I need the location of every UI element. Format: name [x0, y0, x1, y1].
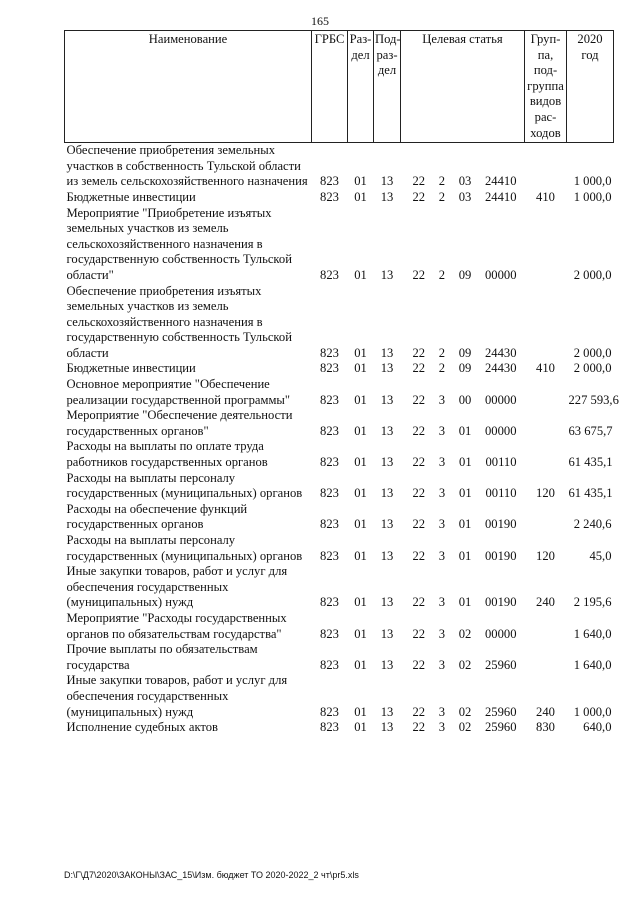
row-target: [401, 377, 525, 408]
row-podrazdel: 13: [380, 174, 394, 189]
row-razdel: 01: [354, 595, 367, 610]
row-vr: [525, 642, 567, 673]
target-subprogram: 3: [438, 517, 446, 532]
row-name: Расходы на выплаты персоналу государственных (муниципальных) органов: [66, 533, 303, 563]
row-target: [401, 143, 525, 190]
table-row: [65, 564, 614, 611]
target-program: 22: [412, 720, 426, 735]
table-row: [65, 673, 614, 720]
row-podrazdel: 13: [380, 548, 394, 563]
row-podrazdel: 13: [380, 267, 394, 282]
row-vr: [525, 439, 567, 470]
row-razdel: 01: [354, 704, 367, 719]
table-body: [65, 143, 619, 736]
header-year: 2020 год: [567, 31, 614, 143]
header-razdel: [348, 31, 374, 143]
row-grbs: 823: [320, 548, 339, 563]
row-grbs: 823: [320, 455, 339, 470]
row-target: [401, 408, 525, 439]
row-sum: 2 000,0: [573, 267, 612, 282]
table-row: [65, 471, 614, 502]
target-event: 01: [458, 517, 472, 532]
header-podrazdel: [374, 31, 401, 143]
table-row: [65, 720, 614, 736]
target-event: 09: [458, 345, 472, 360]
row-name: Расходы на выплаты персоналу государственных (муниципальных) органов: [66, 470, 303, 501]
target-subprogram: 3: [438, 392, 446, 407]
row-name: Расходы на выплаты по оплате труда работников государственных органов: [66, 439, 268, 470]
row-sum: 227 593,6: [568, 392, 619, 407]
row-name: Исполнение судебных актов: [66, 720, 218, 735]
target-subprogram: 3: [438, 486, 446, 501]
target-subprogram: 3: [438, 704, 446, 719]
target-direction: 00000: [485, 392, 517, 407]
table-row: [65, 408, 614, 439]
target-program: 22: [412, 486, 426, 501]
target-subprogram: 3: [438, 548, 446, 563]
row-vr: [525, 502, 567, 533]
table-row: [65, 502, 614, 533]
row-name: Обеспечение приобретения земельных участков в собственность Тульской области из земель сельскохозяйственного назначения: [66, 143, 308, 189]
header-line: раз-: [376, 47, 398, 62]
row-vr: [525, 284, 567, 362]
table-row: [65, 642, 614, 673]
row-razdel: 01: [354, 189, 367, 204]
budget-table: [64, 30, 619, 736]
row-grbs: 823: [320, 720, 339, 735]
row-razdel: 01: [354, 455, 367, 470]
target-direction: 00000: [485, 626, 517, 641]
row-podrazdel: 13: [380, 392, 394, 407]
target-program: 22: [412, 174, 426, 189]
row-target: [401, 439, 525, 470]
row-razdel: 01: [354, 174, 367, 189]
row-vr: [525, 206, 567, 284]
target-direction: 24430: [485, 361, 517, 376]
target-event: 02: [458, 657, 472, 672]
target-event: 01: [459, 486, 472, 501]
header-line: видов: [529, 94, 562, 109]
target-event: 00: [458, 392, 472, 407]
table-row: [65, 611, 614, 642]
target-subprogram: 3: [438, 595, 446, 610]
target-program: 22: [412, 626, 426, 641]
row-grbs: 823: [320, 517, 339, 532]
target-event: 09: [458, 361, 472, 376]
target-event: 03: [458, 174, 472, 189]
target-subprogram: 2: [438, 174, 446, 189]
row-name: Бюджетные инвестиции: [66, 361, 196, 376]
target-event: 03: [458, 189, 472, 204]
row-sum: 61 435,1: [568, 455, 613, 470]
row-sum: 63 675,7: [568, 423, 613, 438]
target-event: 01: [459, 455, 472, 470]
header-line: под-: [533, 63, 558, 78]
row-podrazdel: 13: [380, 455, 394, 470]
row-target: [401, 642, 525, 673]
row-target: [401, 533, 525, 564]
table-row: [65, 190, 614, 206]
target-program: 22: [412, 361, 426, 376]
row-sum: 1 000,0: [573, 189, 612, 204]
row-vr: [525, 377, 567, 408]
row-podrazdel: 13: [380, 626, 394, 641]
row-vr: 410: [536, 361, 555, 376]
row-name: Иные закупки товаров, работ и услуг для обеспечения государственных (муниципальных) нужд: [66, 673, 288, 719]
target-direction: 00000: [485, 267, 517, 282]
target-direction: 00190: [485, 595, 517, 610]
row-target: [401, 564, 525, 611]
row-podrazdel: 13: [380, 517, 394, 532]
row-name: Мероприятие "Расходы государственных органов по обязательствам государства": [66, 610, 287, 641]
row-grbs: 823: [320, 345, 339, 360]
header-line: Груп-: [530, 32, 561, 46]
table-row: [65, 377, 614, 408]
target-program: 22: [412, 657, 426, 672]
row-sum: 2 000,0: [573, 361, 612, 376]
table-row: [65, 206, 614, 284]
target-program: 22: [412, 423, 426, 438]
target-event: 09: [458, 267, 472, 282]
target-subprogram: 2: [438, 345, 446, 360]
header-name: Наименование: [65, 31, 312, 143]
target-program: 22: [412, 267, 426, 282]
table-row: [65, 284, 614, 362]
row-grbs: 823: [320, 392, 339, 407]
table-row: [65, 533, 614, 564]
row-podrazdel: 13: [380, 657, 394, 672]
row-name: Мероприятие "Приобретение изъятых земельных участков из земель сельскохозяйственного назначения в государственную собственность Тульской области": [66, 205, 292, 282]
file-path: D:\Г\Д7\2020\ЗАКОНЫ\ЗАС_15\Изм. бюджет ТО 2020-2022_2 чт\pr5.xls: [64, 870, 359, 880]
page-number: 165: [311, 14, 329, 28]
row-name: Обеспечение приобретения изъятых земельных участков из земель сельскохозяйственного назначения в государственную собственность Тульской области: [66, 283, 292, 360]
row-target: [401, 502, 525, 533]
row-name: Расходы на обеспечение функций государственных органов: [66, 501, 248, 532]
row-razdel: 01: [354, 392, 367, 407]
target-direction: 00110: [485, 455, 517, 470]
target-direction: 25960: [485, 657, 517, 672]
header-grbs: ГРБС: [312, 31, 348, 143]
row-sum: 1 000,0: [573, 174, 612, 189]
row-grbs: 823: [320, 423, 339, 438]
row-razdel: 01: [354, 720, 367, 735]
row-name: Прочие выплаты по обязательствам государства: [66, 642, 258, 672]
header-line: Раз-: [349, 32, 372, 46]
target-subprogram: 2: [438, 189, 446, 204]
target-event: 01: [458, 595, 472, 610]
row-sum: 1 640,0: [573, 657, 612, 672]
target-subprogram: 3: [438, 455, 446, 470]
row-name: Бюджетные инвестиции: [66, 189, 196, 204]
row-vr: 240: [536, 595, 555, 610]
header-line: дел: [377, 63, 397, 78]
target-event: 01: [458, 423, 472, 438]
row-razdel: 01: [354, 361, 367, 376]
row-podrazdel: 13: [380, 704, 394, 719]
target-direction: 24410: [485, 189, 517, 204]
row-vr: [525, 143, 567, 190]
row-name: Основное мероприятие "Обеспечение реализации государственной программы": [66, 377, 291, 407]
row-razdel: 01: [354, 517, 367, 532]
target-event: 02: [458, 626, 472, 641]
row-grbs: 823: [320, 174, 339, 189]
row-sum: 2 240,6: [573, 517, 612, 532]
row-target: [401, 190, 525, 206]
target-direction: 24410: [485, 174, 517, 189]
row-grbs: 823: [320, 361, 339, 376]
row-name: Мероприятие "Обеспечение деятельности государственных органов": [66, 408, 293, 438]
row-grbs: 823: [320, 704, 339, 719]
row-target: [401, 361, 525, 377]
row-podrazdel: 13: [380, 486, 394, 501]
row-podrazdel: 13: [380, 595, 394, 610]
row-sum: 640,0: [583, 720, 612, 735]
row-podrazdel: 13: [380, 423, 394, 438]
header-target: Целевая статья: [401, 31, 525, 143]
table-row: [65, 143, 614, 190]
target-direction: 00190: [485, 517, 517, 532]
row-target: [401, 720, 525, 736]
row-sum: 1 000,0: [573, 704, 612, 719]
row-vr: 120: [536, 486, 555, 501]
target-program: 22: [412, 455, 426, 470]
row-grbs: 823: [320, 267, 339, 282]
target-subprogram: 2: [438, 267, 446, 282]
row-razdel: 01: [354, 486, 367, 501]
target-program: 22: [412, 595, 426, 610]
header-line: па,: [537, 47, 554, 62]
row-sum: 61 435,1: [568, 486, 613, 501]
row-vr: 120: [536, 548, 555, 563]
row-target: [401, 673, 525, 720]
target-subprogram: 3: [438, 657, 446, 672]
target-subprogram: 2: [438, 361, 446, 376]
row-razdel: 01: [354, 267, 367, 282]
row-grbs: 823: [320, 595, 339, 610]
target-program: 22: [412, 704, 426, 719]
target-subprogram: 3: [438, 423, 446, 438]
target-direction: 00110: [485, 486, 517, 501]
row-podrazdel: 13: [380, 189, 394, 204]
table-row: [65, 361, 614, 377]
header-line: рас-: [534, 109, 557, 124]
row-grbs: 823: [320, 486, 339, 501]
row-sum: 45,0: [589, 548, 612, 563]
row-vr: 410: [536, 189, 555, 204]
row-sum: 1 640,0: [573, 626, 612, 641]
target-program: 22: [412, 345, 426, 360]
target-direction: 00190: [485, 548, 517, 563]
row-razdel: 01: [354, 548, 367, 563]
row-grbs: 823: [320, 657, 339, 672]
target-event: 01: [458, 548, 472, 563]
row-grbs: 823: [320, 189, 339, 204]
target-program: 22: [412, 189, 426, 204]
row-grbs: 823: [320, 626, 339, 641]
row-razdel: 01: [354, 626, 367, 641]
header-line: дел: [351, 47, 370, 62]
target-subprogram: 3: [438, 626, 446, 641]
header-vr: [525, 31, 567, 143]
row-target: [401, 611, 525, 642]
row-name: Иные закупки товаров, работ и услуг для обеспечения государственных (муниципальных) нужд: [66, 564, 288, 610]
row-podrazdel: 13: [380, 361, 394, 376]
row-vr: [525, 611, 567, 642]
row-razdel: 01: [354, 657, 367, 672]
table-row: [65, 439, 614, 470]
header-line: группа: [527, 78, 564, 93]
row-vr: 240: [536, 704, 555, 719]
budget-sheet: [64, 30, 619, 736]
header-line: Под-: [375, 32, 401, 46]
table-header-row: [65, 31, 614, 143]
target-direction: 24430: [485, 345, 517, 360]
target-direction: 25960: [485, 720, 517, 735]
row-podrazdel: 13: [380, 345, 394, 360]
row-podrazdel: 13: [380, 720, 394, 735]
row-target: [401, 284, 525, 362]
target-program: 22: [412, 392, 426, 407]
row-razdel: 01: [354, 345, 367, 360]
target-program: 22: [412, 548, 426, 563]
target-event: 02: [458, 720, 472, 735]
row-vr: [525, 408, 567, 439]
row-vr: 830: [536, 720, 555, 735]
row-sum: 2 195,6: [573, 595, 612, 610]
target-direction: 25960: [485, 704, 517, 719]
row-sum: 2 000,0: [573, 345, 612, 360]
row-razdel: 01: [354, 423, 367, 438]
row-target: [401, 206, 525, 284]
row-target: [401, 471, 525, 502]
target-program: 22: [412, 517, 426, 532]
target-direction: 00000: [485, 423, 517, 438]
target-subprogram: 3: [438, 720, 446, 735]
header-line: ходов: [530, 125, 561, 140]
target-event: 02: [458, 704, 472, 719]
